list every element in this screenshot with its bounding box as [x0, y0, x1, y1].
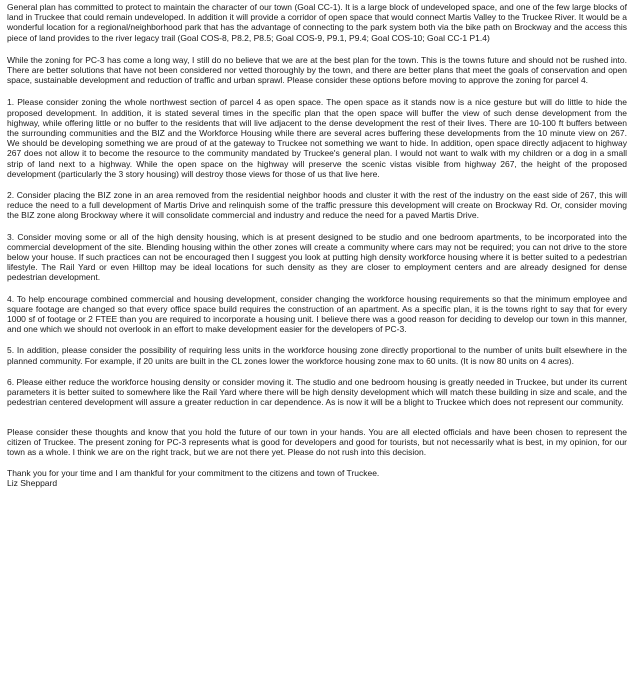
paragraph-point-6: 6. Please either reduce the workforce housing density or consider moving it. The studio and one bedroom housing is greatly needed in Truckee, but under its current parameters it is better suited to somewhere like the Rail Yard where there will be high density development which will match these building in size and scale, and the pedestrian centered development will assure a greater reduction in car dependence. As is now it will be a blight to Truckee which does not represent our community.: [7, 376, 627, 408]
paragraph-point-1: 1. Please consider zoning the whole northwest section of parcel 4 as open space. The open space as it stands now is a nice gesture but will do little to hide the proposed development. In addition, it is stated several times in the specific plan that the open space will buffer the view of such dense development from the highway, while offering little or no buffer to the residents that will live adjacent to the dense development the rest of their lives. There are 10-100 ft buffers between the surrounding communities and the BIZ and the Workforce Housing while there are several acres buffering these developments from the 10 minute view on 267. We should be developing something we are proud of at the gateway to Truckee not something we want to hide. In addition, open space directly adjacent to highway 267 does not allow it to become the resource to the community mandated by Truckee's general plan. I would not want to walk with my children or a dog in a small strip of land next to a highway. While the open space on the highway will preserve the scenic vistas visible from highway 267, the height of the proposed development (particularly the 3 story housing) will destroy those views for those of us that live here.: [7, 97, 627, 179]
paragraph-thanks: Thank you for your time and I am thankful for your commitment to the citizens and town of Truckee.: [7, 468, 380, 479]
paragraph-closing: Please consider these thoughts and know that you hold the future of our town in your hands. You are all elected officials and have been chosen to represent the citizen of Truckee. The present zoning for PC-3 represents what is good for developers and good for tourists, but not necessarily what is best, in my opinion, for our town as a whole. I think we are on the right track, but we are not there yet. Please do not rush into this decision.: [7, 426, 627, 457]
signature: Liz Sheppard: [7, 478, 58, 489]
paragraph-zoning-concerns: While the zoning for PC-3 has come a long way, I still do no believe that we are at the best plan for the town. This is the towns future and should not be rushed into. There are better solutions that have not been considered nor vetted thoroughly by the town, and there are better plans that meet the goals of conservation and open space, sustainable development and reduction of traffic and urban sprawl. Please consider these options before moving to approve the zoning for parcel 4.: [7, 54, 627, 86]
paragraph-point-5: 5. In addition, please consider the possibility of requiring less units in the workforce housing zone directly proportional to the number of units built elsewhere in the planned community. For example, if 20 units are built in the CL zones lower the workforce housing zone max to 60 units. (It is now 80 units on 4 acres).: [7, 345, 627, 366]
paragraph-point-4: 4. To help encourage combined commercial and housing development, consider changing the workforce housing requirements so that the minimum employee and square footage are changed so that every office space build requires the construction of an apartment. As a specific plan, it is the towns right to say that for every 1000 sf of footage or 2 FTEE than you are required to incorporate a housing unit. I believe there was a good reason for deciding to develop our town in this manner, and one which we should not overlook in an effort to make development easier for the developers of PC-3.: [7, 293, 627, 335]
paragraph-point-3: 3. Consider moving some or all of the high density housing, which is at present designed to be studio and one bedroom apartments, to be incorporated into the commercial development of the site. Blending housing within the other zones will create a community where cars may not be required; you can not drive to the store below your house. If such practices can not be encouraged then I suggest you look at putting high density workforce housing where it is better suited to a pedestrian lifestyle. The Rail Yard or even Hilltop may be ideal locations for such density as they are closer to employment centers and are already designed for dense pedestrian development.: [7, 231, 627, 283]
paragraph-point-2: 2. Consider placing the BIZ zone in an area removed from the residential neighbor hoods and cluster it with the rest of the industry on the east side of 267, this will reduce the need to a full development of Martis Drive and relinquish some of the traffic pressure this development will create on Brockway Rd. Or, consider moving the BIZ zone along Brockway where it will consolidate commercial and industry and reduce the need for a paved Martis Drive.: [7, 190, 627, 221]
paragraph-open-space-goals: General plan has committed to protect to maintain the character of our town (Goal CC-1). It is a large block of undeveloped space, and one of the few large blocks of land in Truckee that could remain undeveloped. In addition it will provide a corridor of open space that would connect Martis Valley to the Truckee River. It would be a wonderful location for a regional/neighborhood park that has the advantage of connecting to the park system both via the bike path on Brockway and the access this piece of land provides to the river legacy trail (Goal COS-8, P8.2, P8.5; Goal COS-9, P9.1, P9.4; Goal COS-10; Goal CC-1 P1.4): [7, 2, 627, 43]
